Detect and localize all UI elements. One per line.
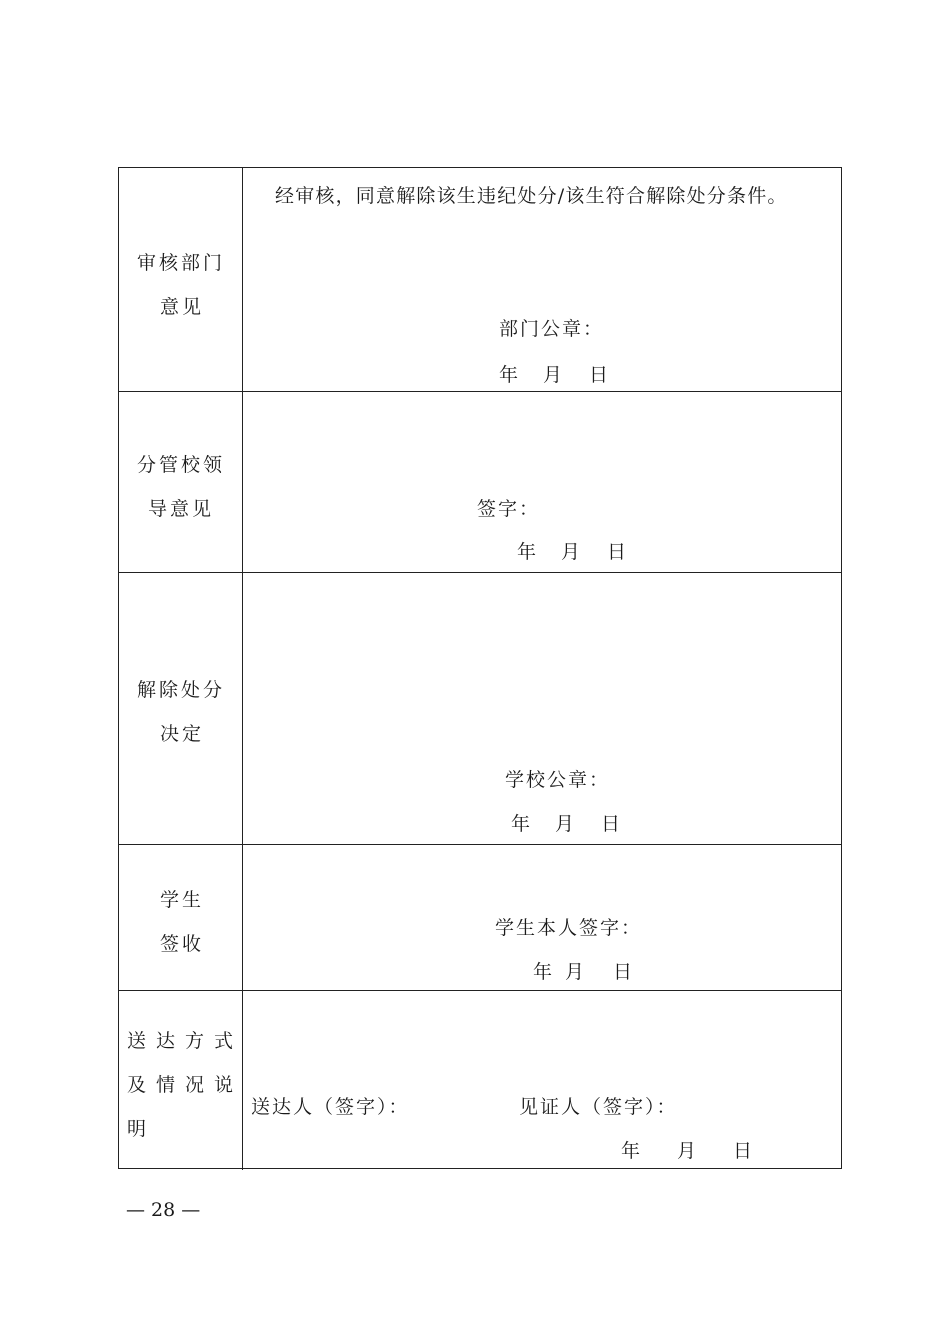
content-cell[interactable] xyxy=(243,168,841,391)
row-label-line-2: 及情况说 xyxy=(127,1074,244,1096)
approval-form-table xyxy=(118,167,842,1169)
row-label-line-1: 审核部门 xyxy=(137,252,226,274)
date-year: 年 xyxy=(511,813,531,835)
page-number: — 28 — xyxy=(126,1199,201,1221)
row-student-receipt xyxy=(119,845,841,991)
row-label-line-1: 送达方式 xyxy=(127,1030,244,1052)
label-cell xyxy=(119,845,243,990)
row-department-review xyxy=(119,168,841,392)
row-release-decision xyxy=(119,573,841,845)
row-label-line-2: 决定 xyxy=(160,723,205,745)
row-label-line-1: 分管校领 xyxy=(137,454,226,476)
date-month: 月 xyxy=(555,813,575,835)
row-delivery-method xyxy=(119,991,841,1170)
date-year: 年 xyxy=(533,961,553,983)
label-cell xyxy=(119,168,243,391)
date-month: 月 xyxy=(565,961,585,983)
date-day: 日 xyxy=(607,541,627,563)
date-day: 日 xyxy=(601,813,621,835)
label-cell xyxy=(119,573,243,844)
date-day: 日 xyxy=(589,364,609,386)
signature-label: 签字： xyxy=(477,498,541,520)
date-month: 月 xyxy=(543,364,563,386)
content-cell[interactable] xyxy=(243,991,841,1170)
witness-signature-label: 见证人（签字）： xyxy=(519,1096,678,1118)
row-label-line-2: 签收 xyxy=(160,933,205,955)
label-cell xyxy=(119,392,243,572)
date-year: 年 xyxy=(499,364,519,386)
row-label-line-1: 解除处分 xyxy=(137,679,226,701)
school-seal-label: 学校公章： xyxy=(505,769,611,791)
row-label-line-3: 明 xyxy=(127,1118,157,1140)
date-day: 日 xyxy=(733,1140,753,1162)
department-seal-label: 部门公章： xyxy=(499,318,605,340)
content-cell[interactable] xyxy=(243,573,841,844)
content-cell[interactable] xyxy=(243,845,841,990)
label-cell xyxy=(119,991,243,1170)
review-statement: 经审核，同意解除该生违纪处分/该生符合解除处分条件。 xyxy=(275,185,788,207)
date-month: 月 xyxy=(677,1140,697,1162)
date-day: 日 xyxy=(613,961,633,983)
deliverer-signature-label: 送达人（签字）： xyxy=(251,1096,410,1118)
row-leader-opinion xyxy=(119,392,841,573)
student-signature-label: 学生本人签字： xyxy=(495,917,643,939)
content-cell[interactable] xyxy=(243,392,841,572)
date-year: 年 xyxy=(517,541,537,563)
row-label-line-1: 学生 xyxy=(160,889,205,911)
date-month: 月 xyxy=(561,541,581,563)
row-label-line-2: 意见 xyxy=(160,296,205,318)
row-label-line-2: 导意见 xyxy=(148,498,215,520)
date-year: 年 xyxy=(621,1140,641,1162)
